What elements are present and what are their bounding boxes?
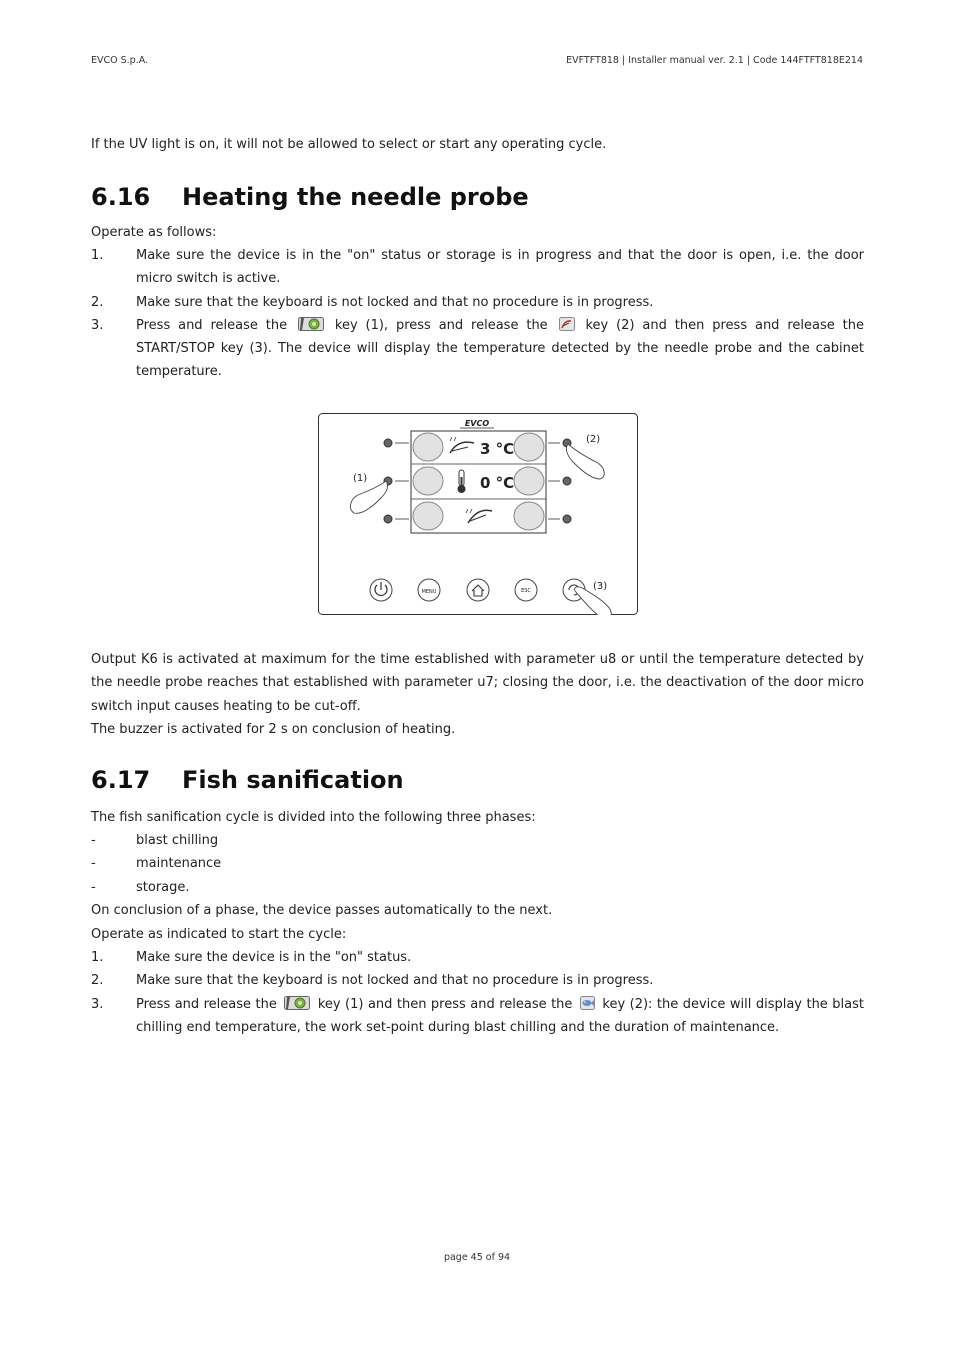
callout-3: (3) — [593, 581, 608, 592]
steps-list-6-16 — [91, 244, 864, 384]
list-marker: 3. — [91, 996, 104, 1012]
list-item — [91, 291, 864, 314]
list-item — [91, 946, 864, 969]
list-item — [91, 876, 864, 899]
menu-button-label: MENU — [421, 589, 437, 595]
header-doc-ref: EVFTFT818 | Installer manual ver. 2.1 | Code 144FTFT818E214 — [566, 55, 863, 66]
controller-diagram — [318, 413, 638, 615]
section-lead: Operate as follows: — [91, 225, 217, 240]
buzzer-paragraph: The buzzer is activated for 2 s on conclusion of heating. — [91, 722, 456, 737]
brand-logo: EVCO — [464, 419, 490, 428]
needle-probe-key-icon — [284, 996, 310, 1010]
list-item-text: Press and release the — [136, 996, 277, 1012]
fish-key-icon — [580, 996, 595, 1010]
section-number: 6.17 — [91, 766, 151, 794]
list-item-text: key (1) and then press and release the — [317, 996, 573, 1012]
esc-button-label: ESC — [521, 588, 531, 594]
list-marker: - — [91, 833, 96, 848]
steps-list-6-17 — [91, 946, 864, 1039]
soft-key[interactable] — [514, 467, 544, 495]
heating-output-paragraph: Output K6 is activated at maximum for the time established with parameter u8 or until the temperature detected by the needle probe reaches that established with parameter u7; closing the door, i.e. the deactivation of the door micro switch input causes heating to be cut-off. — [91, 652, 864, 714]
list-item — [91, 993, 864, 1040]
thermometer-icon — [458, 470, 466, 493]
section-title: Fish sanification — [182, 766, 404, 794]
list-marker: - — [91, 879, 96, 895]
list-item — [91, 969, 864, 992]
list-marker: 3. — [91, 317, 104, 333]
header-company: EVCO S.p.A. — [91, 55, 149, 66]
list-item — [91, 852, 864, 875]
list-item-text: key (2) and then press and release the START/STOP key (3). The device will display the temperature detected by the needle probe and the cabinet temperature. — [136, 317, 864, 380]
list-item — [91, 314, 864, 384]
list-item-text: key (1), press and release the — [334, 317, 548, 333]
list-item-text: Press and release the — [136, 317, 288, 333]
soft-key[interactable] — [514, 433, 544, 461]
list-marker: 2. — [91, 973, 104, 989]
cabinet-temperature: 0 °C — [480, 474, 515, 492]
probe-temperature: 3 °C — [480, 440, 515, 458]
home-button[interactable] — [467, 579, 489, 601]
list-item — [91, 829, 864, 852]
list-item-text: maintenance — [136, 856, 222, 872]
section-lead: The fish sanification cycle is divided into the following three phases: — [91, 810, 536, 825]
start-cycle-paragraph: Operate as indicated to start the cycle: — [91, 927, 347, 942]
list-item-text: Make sure the device is in the "on" status or storage is in progress and that the door is open, i.e. the door micro switch is active. — [136, 248, 864, 287]
soft-key[interactable] — [413, 467, 443, 495]
list-marker: 1. — [91, 950, 104, 965]
list-item-text: storage. — [136, 879, 190, 895]
callout-1: (1) — [353, 473, 368, 484]
phases-list — [91, 829, 864, 899]
list-item — [91, 244, 864, 291]
section-number: 6.16 — [91, 183, 151, 211]
list-item-text: Make sure that the keyboard is not locked and that no procedure is in progress. — [136, 294, 654, 310]
list-item-text: key (2): the device will display the blast chilling end temperature, the work set-point during blast chilling and the duration of maintenance. — [136, 996, 864, 1035]
list-marker: 2. — [91, 294, 104, 310]
soft-key[interactable] — [413, 433, 443, 461]
heating-key-icon — [559, 317, 575, 331]
list-marker: 1. — [91, 248, 104, 263]
page-number: page 45 of 94 — [443, 1252, 511, 1263]
list-item-text: blast chilling — [136, 833, 219, 848]
list-marker: - — [91, 856, 96, 872]
intro-note: If the UV light is on, it will not be allowed to select or start any operating cycle. — [91, 137, 607, 152]
needle-probe-key-icon — [298, 317, 324, 331]
soft-key[interactable] — [514, 502, 544, 530]
soft-key[interactable] — [413, 502, 443, 530]
section-title: Heating the needle probe — [182, 183, 529, 211]
list-item-text: Make sure the device is in the "on" status. — [136, 950, 412, 965]
callout-2: (2) — [586, 434, 601, 445]
list-item-text: Make sure that the keyboard is not locked and that no procedure is in progress. — [136, 973, 654, 989]
section-heading-6-16 — [91, 183, 529, 211]
section-heading-6-17 — [91, 766, 404, 794]
phase-transition-paragraph: On conclusion of a phase, the device passes automatically to the next. — [91, 903, 553, 918]
